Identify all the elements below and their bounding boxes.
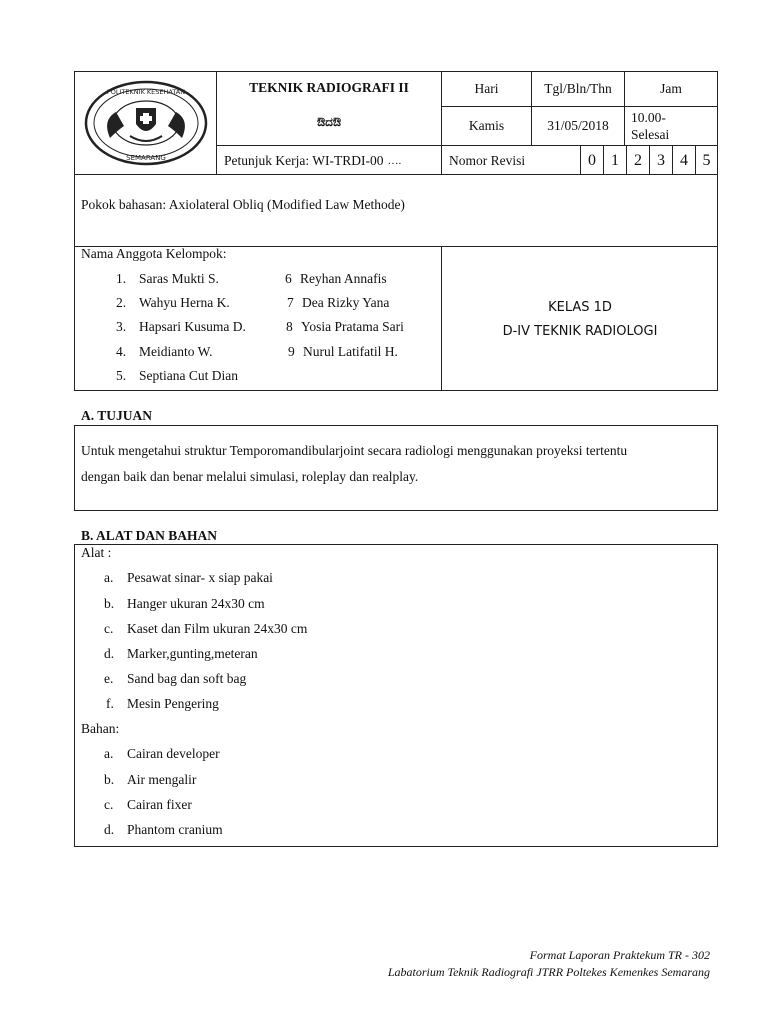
bahan-item: Cairan fixer bbox=[127, 797, 192, 812]
revision-number: 1 bbox=[611, 151, 619, 169]
member-name: Wahyu Herna K. bbox=[139, 295, 230, 310]
alat-item: Sand bag dan soft bag bbox=[127, 671, 247, 686]
section-a-text: dengan baik dan benar melalui simulasi, roleplay dan realplay. bbox=[81, 469, 419, 484]
member-num: 4. bbox=[116, 344, 127, 359]
revision-number: 3 bbox=[657, 151, 665, 169]
bahan-letter: d. bbox=[104, 822, 115, 837]
topic-text: Pokok bahasan: Axiolateral Obliq (Modified Law Methode) bbox=[81, 197, 405, 212]
member-name: Yosia Pratama Sari bbox=[301, 319, 404, 334]
member-name: Reyhan Annafis bbox=[300, 271, 387, 286]
section-a-title: A. TUJUAN bbox=[81, 408, 153, 423]
footer-line1: Format Laporan Praktekum TR - 302 bbox=[529, 948, 710, 962]
val-jam-line2: Selesai bbox=[631, 127, 670, 142]
val-tgl: 31/05/2018 bbox=[547, 118, 609, 133]
revision-label: Nomor Revisi bbox=[449, 152, 526, 168]
member-name: Saras Mukti S. bbox=[139, 271, 219, 286]
member-num: 6 bbox=[285, 271, 292, 286]
member-num: 5. bbox=[116, 368, 127, 383]
alat-letter: a. bbox=[104, 570, 114, 585]
alat-item: Mesin Pengering bbox=[127, 696, 219, 711]
work-instruction-dots: …. bbox=[387, 154, 402, 167]
bahan-item: Phantom cranium bbox=[127, 822, 223, 837]
bahan-item: Air mengalir bbox=[127, 772, 197, 787]
class-line2: D-IV TEKNIK RADIOLOGI bbox=[502, 323, 658, 339]
bahan-letter: a. bbox=[104, 746, 114, 761]
member-num: 8 bbox=[286, 319, 293, 334]
val-jam-line1: 10.00- bbox=[631, 110, 666, 125]
alat-item: Marker,gunting,meteran bbox=[127, 646, 258, 661]
section-a-box bbox=[74, 425, 718, 511]
member-num: 3. bbox=[116, 319, 127, 334]
revision-number: 2 bbox=[634, 151, 642, 169]
member-name: Dea Rizky Yana bbox=[302, 295, 390, 310]
members-heading: Nama Anggota Kelompok: bbox=[81, 246, 227, 261]
alat-letter: c. bbox=[104, 621, 114, 636]
section-b-title: B. ALAT DAN BAHAN bbox=[81, 528, 218, 543]
section-a-text: Untuk mengetahui struktur Temporomandibularjoint secara radiologi menggunakan proyeksi tertentu bbox=[81, 443, 628, 458]
col-tgl: Tgl/Bln/Thn bbox=[544, 81, 612, 96]
title-ornament: ಔದಔ bbox=[316, 114, 342, 129]
bahan-label: Bahan: bbox=[81, 721, 120, 736]
institution-logo bbox=[80, 76, 212, 170]
subject-title: TEKNIK RADIOGRAFI II bbox=[249, 80, 409, 95]
val-hari: Kamis bbox=[468, 118, 505, 133]
val-jam bbox=[631, 109, 717, 145]
logo-text-top: POLITEKNIK KESEHATAN bbox=[106, 88, 186, 96]
member-name: Meidianto W. bbox=[139, 344, 213, 359]
alat-item: Hanger ukuran 24x30 cm bbox=[127, 596, 265, 611]
col-jam: Jam bbox=[660, 81, 682, 96]
revision-number: 5 bbox=[702, 151, 711, 169]
work-instruction bbox=[224, 146, 439, 175]
bahan-letter: c. bbox=[104, 797, 114, 812]
members-divider bbox=[441, 246, 442, 391]
member-name: Hapsari Kusuma D. bbox=[139, 319, 246, 334]
alat-letter: e. bbox=[104, 671, 114, 686]
work-instruction-text: Petunjuk Kerja: WI-TRDI-00 bbox=[224, 152, 384, 168]
col-hari: Hari bbox=[474, 81, 499, 96]
member-num: 1. bbox=[116, 271, 127, 286]
alat-letter: f. bbox=[106, 696, 114, 711]
bahan-letter: b. bbox=[104, 772, 115, 787]
footer-line2: Labatorium Teknik Radiografi JTRR Poltekes Kemenkes Semarang bbox=[387, 965, 710, 979]
alat-letter: d. bbox=[104, 646, 115, 661]
member-num: 2. bbox=[116, 295, 127, 310]
revision-number: 0 bbox=[588, 151, 596, 169]
logo-text-bottom: SEMARANG bbox=[126, 154, 166, 162]
alat-label: Alat : bbox=[81, 545, 112, 560]
member-name: Septiana Cut Dian bbox=[139, 368, 238, 383]
alat-item: Pesawat sinar- x siap pakai bbox=[127, 570, 273, 585]
class-line1: KELAS 1D bbox=[548, 299, 612, 315]
revision-number: 4 bbox=[680, 151, 688, 169]
alat-letter: b. bbox=[104, 596, 115, 611]
institution-seal-icon bbox=[80, 76, 212, 170]
member-num: 7 bbox=[287, 295, 294, 310]
bahan-item: Cairan developer bbox=[127, 746, 220, 761]
member-num: 9 bbox=[288, 344, 295, 359]
alat-item: Kaset dan Film ukuran 24x30 cm bbox=[127, 621, 308, 636]
member-name: Nurul Latifatil H. bbox=[303, 344, 398, 359]
